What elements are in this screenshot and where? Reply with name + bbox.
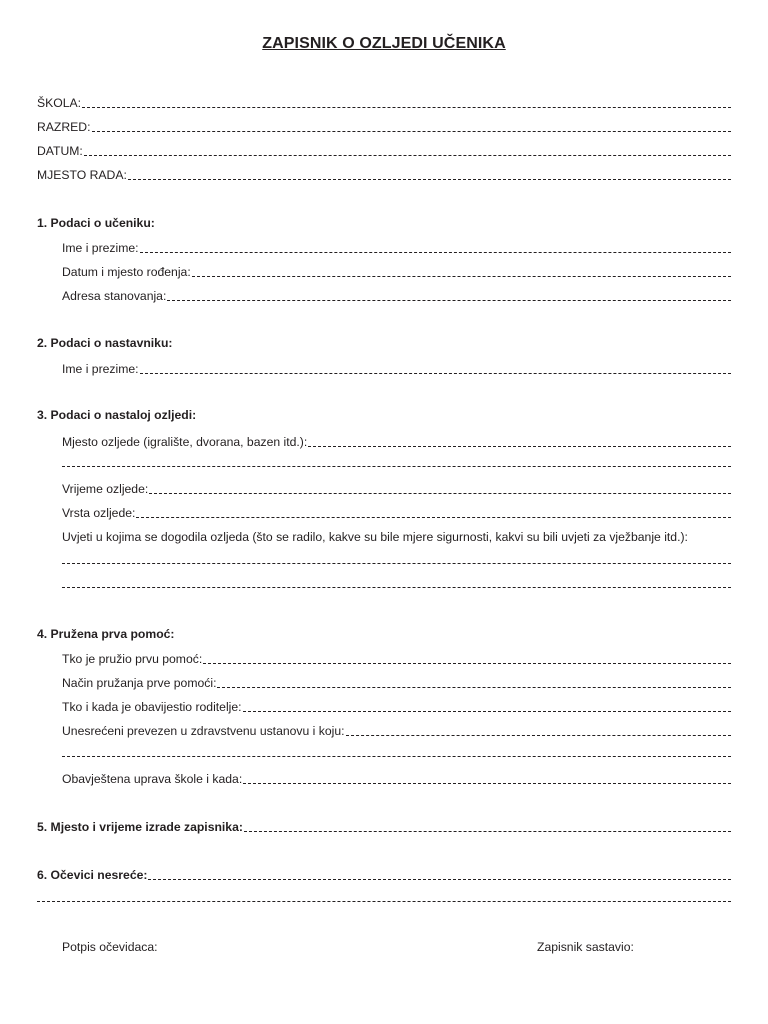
injury-type-field[interactable]	[62, 504, 731, 520]
record-place-time-field[interactable]	[37, 818, 731, 834]
injury-place-line[interactable]	[308, 446, 731, 447]
witnesses-line[interactable]	[148, 879, 731, 880]
record-place-time-line[interactable]	[244, 831, 731, 832]
teacher-name-field[interactable]	[62, 360, 731, 376]
student-birth-field[interactable]	[62, 263, 731, 279]
workplace-field[interactable]	[37, 166, 731, 182]
injury-time-line[interactable]	[149, 493, 731, 494]
witnesses-field[interactable]	[37, 866, 731, 882]
date-line[interactable]	[84, 155, 731, 156]
date-label: DATUM:	[37, 144, 83, 158]
witness-signature-label: Potpis očevidaca:	[62, 940, 158, 954]
injury-time-label: Vrijeme ozljede:	[62, 482, 149, 496]
section-1-title: 1. Podaci o učeniku:	[37, 216, 155, 230]
injury-place-label: Mjesto ozljede (igralište, dvorana, bazen itd.):	[62, 435, 308, 449]
workplace-label: MJESTO RADA:	[37, 168, 127, 182]
management-line[interactable]	[243, 783, 731, 784]
first-aid-who-label: Tko je pružio prvu pomoć:	[62, 652, 203, 666]
injury-type-line[interactable]	[136, 517, 731, 518]
document-title: ZAPISNIK O OZLJEDI UČENIKA	[262, 35, 506, 52]
injury-conditions-line-1[interactable]	[62, 563, 731, 564]
section-3-title: 3. Podaci o nastaloj ozljedi:	[37, 408, 197, 422]
student-name-label: Ime i prezime:	[62, 241, 139, 255]
hospital-field[interactable]	[62, 722, 731, 738]
injury-time-field[interactable]	[62, 480, 731, 496]
class-label: RAZRED:	[37, 120, 91, 134]
section-4-title: 4. Pružena prva pomoć:	[37, 627, 175, 641]
student-birth-line[interactable]	[192, 276, 731, 277]
student-birth-label: Datum i mjesto rođenja:	[62, 265, 191, 279]
injury-place-field[interactable]	[62, 433, 731, 449]
section-6-title: 6. Očevici nesreće:	[37, 868, 148, 882]
class-line[interactable]	[92, 131, 732, 132]
workplace-line[interactable]	[128, 179, 731, 180]
hospital-line-2[interactable]	[62, 756, 731, 757]
first-aid-how-line[interactable]	[217, 687, 731, 688]
parents-notified-line[interactable]	[243, 711, 731, 712]
injury-conditions-line-2[interactable]	[62, 587, 731, 588]
teacher-name-label: Ime i prezime:	[62, 362, 139, 376]
injury-conditions-label: Uvjeti u kojima se dogodila ozljeda (što se radilo, kakve su bile mjere sigurnosti, kakvi su bili uvjeti za vježbanje itd.):	[62, 530, 688, 544]
author-signature-label: Zapisnik sastavio:	[537, 940, 634, 954]
date-field[interactable]	[37, 142, 731, 158]
first-aid-who-line[interactable]	[203, 663, 731, 664]
parents-notified-field[interactable]	[62, 698, 731, 714]
school-field[interactable]	[37, 94, 731, 110]
injury-place-line-2[interactable]	[62, 466, 731, 467]
student-address-label: Adresa stanovanja:	[62, 289, 167, 303]
witnesses-line-2[interactable]	[37, 901, 731, 902]
school-label: ŠKOLA:	[37, 96, 82, 110]
section-5-title: 5. Mjesto i vrijeme izrade zapisnika:	[37, 820, 243, 834]
parents-notified-label: Tko i kada je obavijestio roditelje:	[62, 700, 242, 714]
hospital-label: Unesrećeni prevezen u zdravstvenu ustanovu i koju:	[62, 724, 345, 738]
student-name-field[interactable]	[62, 239, 731, 255]
first-aid-how-field[interactable]	[62, 674, 731, 690]
management-label: Obavještena uprava škole i kada:	[62, 772, 243, 786]
management-field[interactable]	[62, 770, 731, 786]
student-address-field[interactable]	[62, 287, 731, 303]
student-name-line[interactable]	[140, 252, 731, 253]
teacher-name-line[interactable]	[140, 373, 731, 374]
hospital-line[interactable]	[346, 735, 731, 736]
first-aid-how-label: Način pružanja prve pomoći:	[62, 676, 217, 690]
student-address-line[interactable]	[167, 300, 731, 301]
injury-type-label: Vrsta ozljede:	[62, 506, 136, 520]
injury-conditions-field	[62, 528, 731, 544]
class-field[interactable]	[37, 118, 731, 134]
first-aid-who-field[interactable]	[62, 650, 731, 666]
section-2-title: 2. Podaci o nastavniku:	[37, 336, 173, 350]
school-line[interactable]	[82, 107, 731, 108]
